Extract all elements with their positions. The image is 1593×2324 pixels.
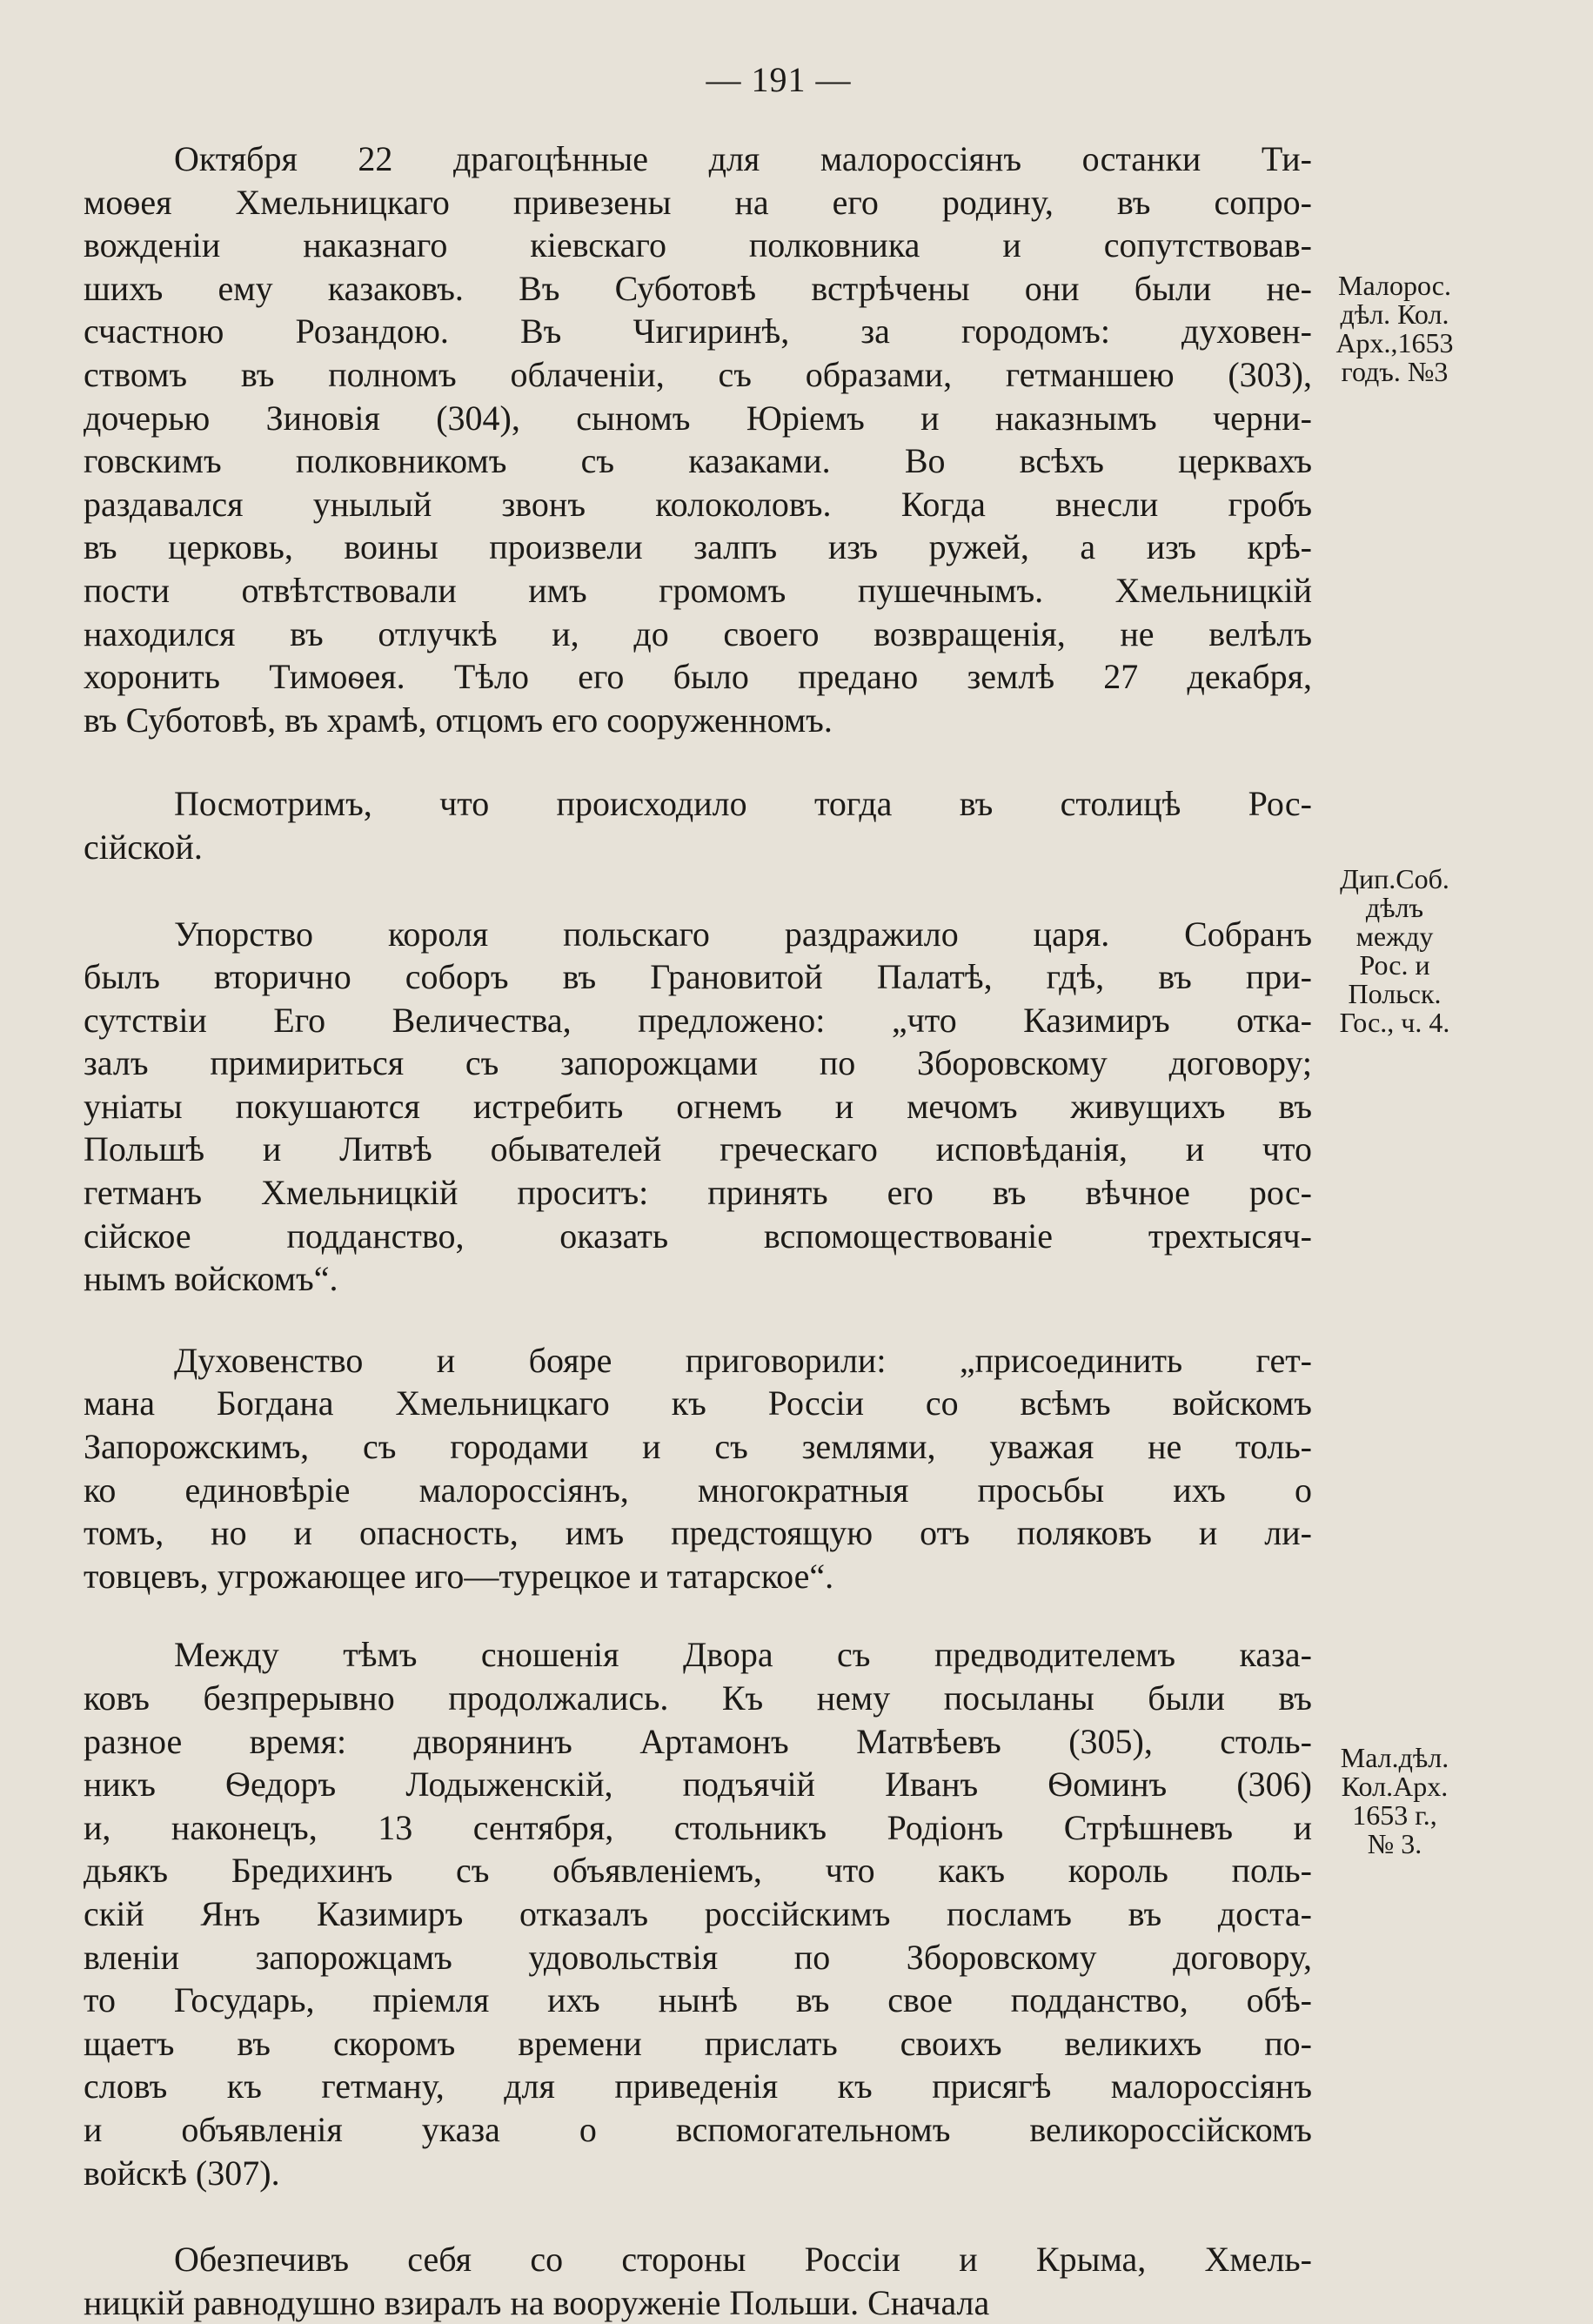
text-line: вленіи запорожцамъ удовольствія по Зборовскому договору, bbox=[84, 1937, 1312, 1977]
text-line: то Государь, пріемля ихъ нынѣ въ свое подданство, обѣ- bbox=[84, 1980, 1312, 2020]
text-line: словъ къ гетману, для приведенія къ присягѣ малороссіянъ bbox=[84, 2066, 1312, 2106]
text-line: Польшѣ и Литвѣ обывателей греческаго исповѣданія, и что bbox=[84, 1129, 1312, 1169]
text-line: въ церковь, воины произвели залпъ изъ ружей, а изъ крѣ- bbox=[84, 527, 1312, 567]
marginal-note-line: годъ. №3 bbox=[1341, 356, 1449, 387]
marginal-note bbox=[1321, 865, 1469, 1037]
text-line: моѳея Хмельницкаго привезены на его родину, въ сопро- bbox=[84, 182, 1312, 222]
text-line: ковъ безпрерывно продолжались. Къ нему посыланы были въ bbox=[84, 1678, 1312, 1718]
paragraph bbox=[84, 1339, 1312, 1598]
marginal-note-line: Рос. и bbox=[1359, 949, 1430, 981]
text-line: дьякъ Бредихинъ съ объявленіемъ, что какъ король поль- bbox=[84, 1851, 1312, 1891]
marginal-note bbox=[1321, 1744, 1469, 1859]
text-line: шихъ ему казаковъ. Въ Суботовѣ встрѣчены они были нe- bbox=[84, 268, 1312, 308]
marginal-note-line: Мал.дѣл. bbox=[1340, 1742, 1449, 1773]
marginal-note-line: Дип.Соб. bbox=[1340, 863, 1449, 894]
text-line: мана Богдана Хмельницкаго къ Россіи со всѣмъ войскомъ bbox=[84, 1383, 1312, 1423]
text-line: ко единовѣріе малороссіянъ, многократныя просьбы ихъ о bbox=[84, 1470, 1312, 1510]
marginal-note-line: Гос., ч. 4. bbox=[1339, 1007, 1450, 1038]
text-line: войскѣ (307). bbox=[84, 2153, 280, 2193]
marginal-note-line: дѣл. Кол. bbox=[1340, 298, 1449, 330]
text-line: и объявленія указа о вспомогательномъ великороссійскомъ bbox=[84, 2109, 1312, 2149]
text-line: говскимъ полковникомъ съ казаками. Во всѣхъ церквахъ bbox=[84, 441, 1312, 481]
text-line: ствомъ въ полномъ облаченіи, съ образами, гетманшею (303), bbox=[84, 354, 1312, 394]
paragraph bbox=[84, 1633, 1312, 2194]
marginal-note-line: 1653 г., bbox=[1352, 1799, 1437, 1831]
paragraph bbox=[84, 913, 1312, 1301]
marginal-note-line: Малорос. bbox=[1338, 270, 1451, 301]
marginal-note-line: между bbox=[1355, 921, 1434, 952]
text-line: уніаты покушаются истребить огнемъ и мечомъ живущихъ въ bbox=[84, 1086, 1312, 1126]
text-line: Октября 22 драгоцѣнные для малороссіянъ останки Ти- bbox=[174, 139, 1312, 178]
paragraph bbox=[84, 782, 1312, 868]
marginal-note-line: Арх.,1653 bbox=[1335, 327, 1454, 358]
text-line: Посмотримъ, что происходило тогда въ столицѣ Рос- bbox=[174, 784, 1312, 824]
text-line: разное время: дворянинъ Артамонъ Матвѣевъ (305), столь- bbox=[84, 1721, 1312, 1761]
text-line: ницкій равнодушно взиралъ на вооруженіе Польши. Сначала bbox=[84, 2282, 990, 2322]
text-line: хоронить Тимоѳея. Тѣло его было предано землѣ 27 декабря, bbox=[84, 657, 1312, 697]
text-line: нымъ войскомъ“. bbox=[84, 1259, 338, 1299]
text-line: вожденіи наказнаго кіевскаго полковника и сопутствовав- bbox=[84, 225, 1312, 265]
page-number: — 191 — bbox=[706, 60, 852, 99]
text-line: никъ Ѳедоръ Лодыженскій, подъячій Иванъ Ѳоминъ (306) bbox=[84, 1765, 1312, 1805]
text-line: Упорство короля польскаго раздражило царя. Собранъ bbox=[174, 914, 1312, 954]
marginal-note-line: дѣлъ bbox=[1365, 892, 1424, 923]
text-line: залъ примириться съ запорожцами по Зборовскому договору; bbox=[84, 1043, 1312, 1083]
main-text bbox=[84, 137, 1312, 2324]
text-line: былъ вторично соборъ въ Грановитой Палатѣ, гдѣ, въ при- bbox=[84, 957, 1312, 997]
text-line: въ Суботовѣ, въ храмѣ, отцомъ его сооруженномъ. bbox=[84, 700, 833, 740]
paragraph bbox=[84, 137, 1312, 741]
marginal-note bbox=[1321, 271, 1469, 386]
text-line: Духовенство и бояре приговорили: „присоединить гет- bbox=[174, 1340, 1312, 1380]
marginal-note-line: № 3. bbox=[1367, 1828, 1422, 1859]
text-line: томъ, но и опасность, имъ предстоящую отъ поляковъ и ли- bbox=[84, 1513, 1312, 1553]
text-line: и, наконецъ, 13 сентября, стольникъ Родіонъ Стрѣшневъ и bbox=[84, 1807, 1312, 1847]
text-line: счастною Розандою. Въ Чигиринѣ, за городомъ: духовен- bbox=[84, 311, 1312, 352]
paragraph bbox=[84, 2238, 1312, 2324]
text-line: гетманъ Хмельницкій проситъ: принять его въ вѣчное рос- bbox=[84, 1173, 1312, 1213]
text-line: Обезпечивъ себя со стороны Россіи и Крыма, Хмель- bbox=[174, 2240, 1312, 2280]
text-line: щаетъ въ скоромъ времени прислать своихъ великихъ по- bbox=[84, 2023, 1312, 2063]
marginal-note-line: Польск. bbox=[1348, 978, 1442, 1009]
text-line: сутствіи Его Величества, предложено: „что Казимиръ отка- bbox=[84, 1000, 1312, 1040]
text-line: товцевъ, угрожающее иго—турецкое и татарское“. bbox=[84, 1556, 834, 1596]
text-line: скій Янъ Казимиръ отказалъ россійскимъ посламъ въ доста- bbox=[84, 1893, 1312, 1933]
text-line: пости отвѣтствовали имъ громомъ пушечнымъ. Хмельницкій bbox=[84, 570, 1312, 610]
text-line: сійской. bbox=[84, 827, 203, 867]
text-line: находился въ отлучкѣ и, до своего возвращенія, не велѣлъ bbox=[84, 613, 1312, 653]
marginal-note-line: Кол.Арх. bbox=[1341, 1771, 1449, 1802]
text-line: сійское подданство, оказать вспомоществованіе трехтысяч- bbox=[84, 1216, 1312, 1256]
text-line: Между тѣмъ сношенія Двора съ предводителемъ каза- bbox=[174, 1635, 1312, 1675]
text-line: раздавался унылый звонъ колоколовъ. Когда внесли гробъ bbox=[84, 484, 1312, 524]
text-line: Запорожскимъ, съ городами и съ землями, уважая не толь- bbox=[84, 1427, 1312, 1467]
text-line: дочерью Зиновія (304), сыномъ Юріемъ и наказнымъ черни- bbox=[84, 398, 1312, 438]
